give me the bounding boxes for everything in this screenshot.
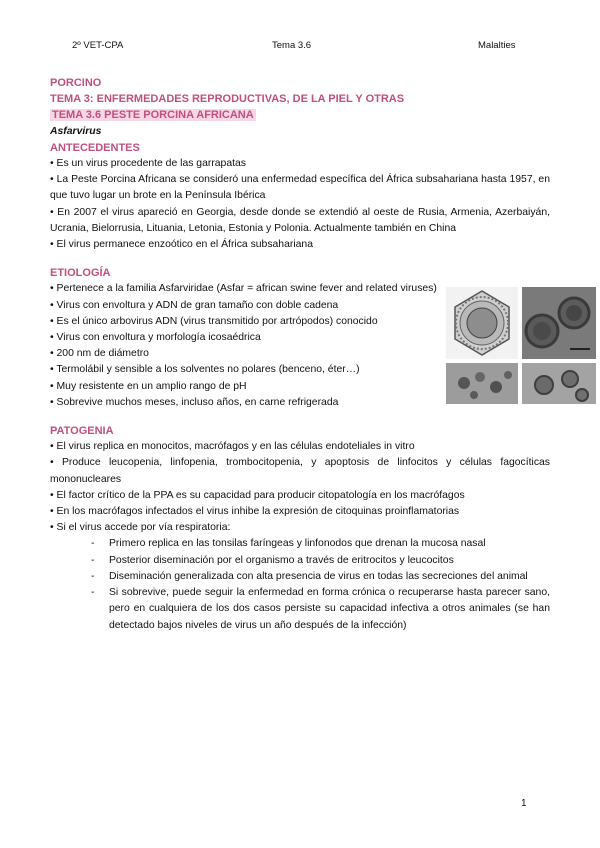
list-item: • El virus replica en monocitos, macrófagos y en las células endoteliales in vitro (50, 441, 415, 453)
list-item: • Virus con envoltura y morfología icosaédrica (50, 332, 261, 344)
list-item: • En 2007 el virus apareció en Georgia, desde donde se extendió al oeste de Rusia, Armenia, Azerbaiyán, Ucrania, Bielorrusia, Lituania, Letonia, Estonia y Polonia. Actualmente también en China (50, 206, 550, 234)
sub-list-item: - Posterior diseminación por el organismo a través de eritrocitos y leucocitos (91, 554, 454, 566)
header-center: Tema 3.6 (272, 40, 312, 51)
list-item: • El factor crítico de la PPA es su capacidad para producir citopatología en los macrófagos (50, 489, 465, 501)
sub-list-item: - Si sobrevive, puede seguir la enfermedad en forma crónica o recuperarse hasta parecer sano, pero en cualquiera de los dos casos persiste su capacidad infectiva a otros animales (se han detectado bajos niveles de virus un año después de la infección) (91, 587, 550, 631)
virus-micrograph-image (522, 287, 596, 359)
list-item: • Sobrevive muchos meses, incluso años, en carne refrigerada (50, 396, 339, 408)
header-right: Malalties (478, 40, 516, 51)
sub-list-item: - Primero replica en las tonsilas faríngeas y linfonodos que drenan la mucosa nasal (91, 538, 486, 550)
list-item: • Produce leucopenia, linfopenia, trombocitopenia, y apoptosis de linfocitos y células fagocíticas mononucleares (50, 457, 550, 485)
tema-title: TEMA 3: ENFERMEDADES REPRODUCTIVAS, DE LA PIEL Y OTRAS (50, 93, 405, 106)
genus-label: Asfarvirus (50, 125, 102, 137)
list-item: • En los macrófagos infectados el virus inhibe la expresión de citoquinas proinflamatorias (50, 506, 460, 518)
section-label: PORCINO (50, 77, 102, 89)
sub-list-item: - Diseminación generalizada con alta presencia de virus en todas las secreciones del animal (91, 570, 528, 582)
list-item: • La Peste Porcina Africana se consideró una enfermedad específica del África subsahariana hasta 1957, en que tuvo lugar un brote en la Península Ibérica (50, 174, 550, 202)
virus-micrograph-image (522, 363, 596, 404)
patogenia-heading: PATOGENIA (50, 425, 114, 438)
etiologia-heading: ETIOLOGÍA (50, 267, 111, 280)
virus-image-group (446, 287, 596, 404)
list-item: • El virus permanece enzoótico en el África subsahariana (50, 239, 313, 251)
antecedentes-heading: ANTECEDENTES (50, 141, 140, 154)
list-item: • Termolábil y sensible a los solventes no polares (benceno, éter…) (50, 364, 360, 376)
list-item: • Virus con envoltura y ADN de gran tamaño con doble cadena (50, 299, 339, 311)
virus-diagram-image (446, 287, 518, 359)
list-item: • Es el único arbovirus ADN (virus transmitido por artrópodos) conocido (50, 315, 378, 327)
sub-title: TEMA 3.6 PESTE PORCINA AFRICANA (52, 109, 254, 122)
virus-micrograph-image (446, 363, 518, 404)
page-number: 1 (521, 798, 527, 809)
list-item: • 200 nm de diámetro (50, 348, 149, 360)
list-item: • Es un virus procedente de las garrapatas (50, 158, 246, 170)
list-item: • Si el virus accede por vía respiratoria: (50, 522, 231, 534)
list-item: • Pertenece a la familia Asfarviridae (Asfar = african swine fever and related viruses) (50, 283, 437, 295)
list-item: • Muy resistente en un amplio rango de pH (50, 380, 247, 392)
header-left: 2º VET-CPA (72, 40, 124, 51)
